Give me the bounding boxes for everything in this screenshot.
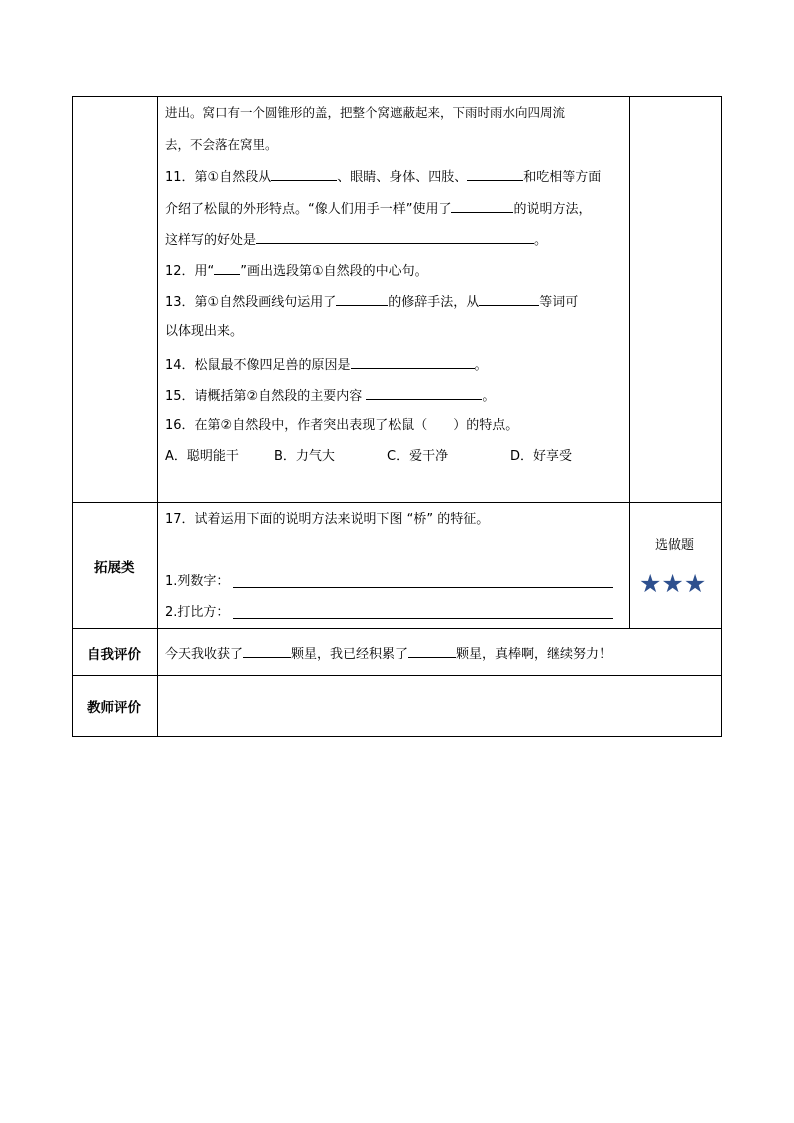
passage-line-2: 去，不会落在窝里。 — [165, 137, 278, 152]
q15-text-a: 15．请概括第②自然段的主要内容 — [165, 389, 367, 404]
q14-blank[interactable] — [351, 355, 475, 369]
q11-blank-1[interactable] — [271, 167, 337, 181]
q12-text-b: ”画出选段第①自然段的中心句。 — [240, 264, 428, 279]
q11-blank-4[interactable] — [256, 230, 534, 244]
q17-item-2-answer-line[interactable] — [233, 618, 613, 619]
q16-option-c[interactable]: C．爱干净 — [387, 449, 449, 464]
q16-option-b[interactable]: B．力气大 — [274, 449, 335, 464]
question-14 — [165, 355, 488, 375]
row-divider-3 — [73, 675, 721, 676]
q11-text-b: 、眼睛、身体、四肢、 — [337, 170, 468, 185]
star-rating-icon: ★★★ — [639, 569, 707, 598]
q11-text-e: 的说明方法， — [513, 202, 592, 217]
self-evaluation-text — [165, 644, 612, 664]
q11-text-c: 和吃相等方面 — [523, 170, 602, 185]
q13-text-b: 的修辞手法，从 — [388, 295, 480, 310]
self-eval-text-c: 颗星，真棒啊，继续努力！ — [456, 647, 613, 662]
question-11-line-3 — [165, 230, 547, 250]
question-16-stem: 16．在第②自然段中，作者突出表现了松鼠（ ）的特点。 — [165, 418, 519, 433]
self-eval-blank-1[interactable] — [243, 644, 291, 658]
question-12 — [165, 261, 428, 281]
q15-text-b: 。 — [482, 389, 496, 404]
self-eval-blank-2[interactable] — [408, 644, 456, 658]
q15-blank[interactable] — [366, 386, 482, 400]
q14-text-a: 14．松鼠最不像四足兽的原因是 — [165, 358, 351, 373]
q17-item-1-label: 1.列数字： — [165, 574, 230, 589]
question-13-line-1 — [165, 292, 578, 312]
q17-item-1-answer-line[interactable] — [233, 587, 613, 588]
q11-text-a: 11．第①自然段从 — [165, 170, 272, 185]
q14-text-b: 。 — [474, 358, 488, 373]
q16-option-a[interactable]: A．聪明能干 — [165, 449, 239, 464]
q11-text-f: 这样写的好处是 — [165, 233, 257, 248]
optional-label: 选做题 — [655, 538, 695, 553]
q11-text-g: 。 — [534, 233, 548, 248]
q12-underline-sample — [214, 261, 240, 275]
q11-blank-2[interactable] — [467, 167, 523, 181]
category-teacher-evaluation: 教师评价 — [87, 700, 141, 716]
question-13-line-2: 以体现出来。 — [165, 324, 244, 339]
column-divider-left — [157, 97, 158, 736]
q11-text-d: 介绍了松鼠的外形特点。“像人们用手一样”使用了 — [165, 202, 452, 217]
row-divider-1 — [73, 502, 721, 503]
q12-text-a: 12．用“ — [165, 264, 215, 279]
q17-item-2-label: 2.打比方： — [165, 605, 230, 620]
category-self-evaluation: 自我评价 — [87, 647, 141, 663]
passage-line-1: 进出。窝口有一个圆锥形的盖，把整个窝遮蔽起来，下雨时雨水向四周流 — [165, 105, 566, 120]
q13-text-a: 13．第①自然段画线句运用了 — [165, 295, 337, 310]
q16-option-d[interactable]: D．好享受 — [510, 449, 573, 464]
q13-blank-1[interactable] — [336, 292, 388, 306]
column-divider-right — [629, 97, 630, 628]
question-15 — [165, 386, 495, 406]
q13-blank-2[interactable] — [479, 292, 539, 306]
category-extension: 拓展类 — [94, 560, 135, 576]
self-eval-text-b: 颗星，我已经积累了 — [291, 647, 409, 662]
q11-blank-3[interactable] — [451, 199, 513, 213]
row-divider-2 — [73, 628, 721, 629]
question-11-line-1 — [165, 167, 601, 187]
question-11-line-2 — [165, 199, 592, 219]
self-eval-text-a: 今天我收获了 — [165, 647, 244, 662]
q13-text-c: 等词可 — [539, 295, 579, 310]
question-17: 17．试着运用下面的说明方法来说明下图 “桥” 的特征。 — [165, 512, 490, 527]
worksheet-table — [72, 96, 722, 737]
